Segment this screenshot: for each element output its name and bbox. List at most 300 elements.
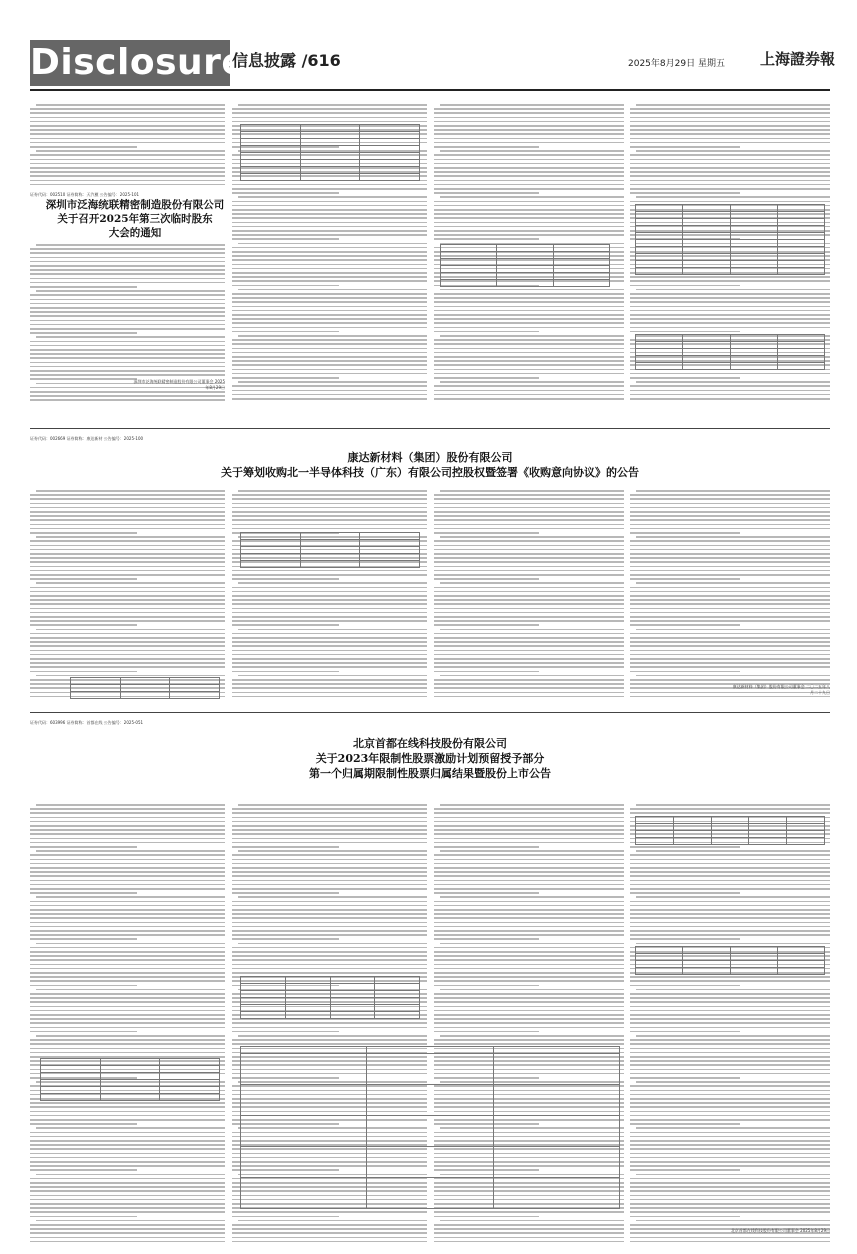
body-text-line	[440, 381, 624, 383]
body-text-line	[434, 1232, 624, 1234]
body-text-line	[30, 1048, 225, 1050]
body-text-line	[630, 1010, 830, 1012]
body-text-line	[636, 196, 830, 198]
body-text-line	[232, 348, 427, 350]
body-text-line	[30, 171, 225, 173]
body-text-line	[434, 671, 539, 673]
body-text-line	[36, 336, 225, 338]
body-text-line	[232, 293, 427, 295]
body-text-line	[630, 1085, 830, 1087]
body-text-line	[30, 524, 225, 526]
body-text-line	[434, 578, 539, 580]
body-text-line	[630, 519, 830, 521]
body-text-line	[232, 692, 427, 694]
body-text-line	[232, 654, 427, 656]
body-text-line	[30, 578, 137, 580]
body-text-line	[232, 213, 427, 215]
body-text-line	[630, 616, 830, 618]
body-text-line	[434, 519, 624, 521]
body-text-line	[630, 532, 740, 534]
body-text-line	[630, 570, 830, 572]
body-text-line	[434, 603, 624, 605]
body-text-line	[440, 536, 624, 538]
body-text-line	[232, 859, 427, 861]
body-text-line	[232, 306, 427, 308]
body-text-line	[30, 595, 225, 597]
body-text-line	[232, 343, 427, 345]
body-text-line	[434, 385, 624, 387]
body-text-line	[232, 637, 427, 639]
body-text-line	[36, 1127, 225, 1129]
body-text-line	[30, 112, 225, 114]
body-text-line	[434, 561, 624, 563]
body-text-line	[630, 1018, 830, 1020]
article-2-table-1	[240, 532, 420, 568]
divider-1	[30, 428, 830, 429]
body-text-line	[232, 297, 427, 299]
body-text-line	[30, 817, 225, 819]
body-text-line	[636, 381, 830, 383]
body-text-line	[630, 1211, 830, 1213]
body-text-line	[30, 633, 225, 635]
body-text-line	[630, 671, 740, 673]
body-text-line	[30, 901, 225, 903]
body-text-line	[434, 867, 624, 869]
body-text-line	[630, 1027, 830, 1029]
body-text-line	[630, 574, 830, 576]
body-text-line	[630, 662, 830, 664]
body-text-line	[630, 540, 830, 542]
body-text-line	[232, 356, 427, 358]
body-text-line	[232, 205, 427, 207]
body-text-line	[636, 490, 830, 492]
body-text-line	[232, 875, 427, 877]
body-text-line	[232, 322, 427, 324]
body-text-line	[30, 1014, 225, 1016]
body-text-line	[30, 812, 225, 814]
body-text-line	[630, 557, 830, 559]
body-text-line	[30, 955, 225, 957]
body-text-line	[434, 570, 624, 572]
body-text-line	[30, 146, 137, 148]
body-text-line	[232, 1039, 427, 1041]
body-text-line	[30, 362, 225, 364]
body-text-line	[30, 378, 137, 380]
section-title: 信息披露 /616	[232, 51, 341, 70]
body-text-line	[30, 1203, 225, 1205]
body-text-line	[434, 133, 624, 135]
body-text-line	[232, 188, 427, 190]
body-text-line	[636, 804, 830, 806]
body-text-line	[434, 1241, 624, 1243]
body-text-line	[434, 234, 624, 236]
body-text-line	[434, 859, 624, 861]
body-text-line	[630, 812, 830, 814]
body-text-line	[630, 306, 830, 308]
body-text-line	[434, 658, 624, 660]
body-text-line	[434, 817, 624, 819]
body-text-line	[630, 1043, 830, 1045]
body-text-line	[434, 884, 624, 886]
body-text-line	[630, 917, 830, 919]
body-text-line	[630, 905, 830, 907]
body-text-line	[434, 390, 624, 392]
body-text-line	[630, 913, 830, 915]
body-text-line	[630, 327, 830, 329]
body-text-line	[30, 395, 225, 397]
body-text-line	[30, 265, 225, 267]
body-text-line	[630, 171, 830, 173]
body-text-line	[630, 293, 830, 295]
body-text-line	[630, 184, 830, 186]
body-text-line	[238, 1035, 427, 1037]
article-3-headline-line1: 北京首都在线科技股份有限公司	[353, 737, 507, 750]
body-text-line	[630, 524, 830, 526]
body-text-line	[434, 863, 624, 865]
body-text-line	[232, 633, 427, 635]
body-text-line	[434, 117, 624, 119]
body-text-line	[232, 247, 427, 249]
body-text-line	[232, 863, 427, 865]
body-text-line	[36, 1220, 225, 1222]
body-text-line	[232, 498, 427, 500]
body-text-line	[630, 1001, 830, 1003]
body-text-line	[232, 1027, 427, 1029]
body-text-line	[434, 171, 624, 173]
body-text-line	[30, 1228, 225, 1230]
body-text-line	[630, 394, 830, 396]
body-text-line	[434, 394, 624, 396]
body-text-line	[232, 829, 427, 831]
body-text-line	[630, 1157, 830, 1159]
body-text-line	[232, 369, 427, 371]
body-text-line	[232, 259, 427, 261]
body-text-line	[30, 142, 225, 144]
article-1-signature: 深圳市泛海统联精密制造股份有限公司董事会 2025年8月29日	[133, 379, 225, 390]
body-text-line	[434, 230, 624, 232]
body-text-line	[440, 150, 624, 152]
body-text-line	[30, 1102, 225, 1104]
body-text-line	[434, 620, 624, 622]
body-text-line	[630, 658, 830, 660]
body-text-line	[30, 311, 225, 313]
body-text-line	[30, 366, 225, 368]
body-text-line	[434, 121, 624, 123]
body-text-line	[434, 888, 624, 890]
body-text-line	[232, 1043, 427, 1045]
body-text-line	[232, 641, 427, 643]
body-text-line	[434, 1224, 624, 1226]
body-text-line	[630, 180, 830, 182]
body-text-line	[232, 201, 427, 203]
body-text-line	[434, 1043, 624, 1045]
body-text-line	[434, 934, 624, 936]
article-3-signature: 北京首都在线科技股份有限公司董事会 2025年8月29日	[730, 1228, 830, 1233]
body-text-line	[434, 829, 624, 831]
body-text-line	[30, 278, 225, 280]
body-text-line	[232, 880, 427, 882]
body-text-line	[434, 356, 624, 358]
article-2-col-3	[434, 490, 624, 700]
body-text-line	[630, 163, 830, 165]
body-text-line	[630, 599, 830, 601]
body-text-line	[30, 1195, 225, 1197]
article-3-headline	[180, 736, 680, 781]
body-text-line	[434, 360, 624, 362]
body-text-line	[30, 154, 225, 156]
body-text-line	[434, 666, 624, 668]
body-text-line	[30, 117, 225, 119]
body-text-line	[630, 129, 830, 131]
body-text-line	[232, 901, 427, 903]
body-text-line	[232, 1232, 427, 1234]
article-3-col-1	[30, 804, 225, 1244]
body-text-line	[434, 574, 624, 576]
body-text-line	[630, 175, 830, 177]
body-text-line	[636, 1081, 830, 1083]
body-text-line	[630, 494, 830, 496]
body-text-line	[30, 269, 225, 271]
body-text-line	[434, 373, 624, 375]
body-text-line	[232, 524, 427, 526]
body-text-line	[232, 595, 427, 597]
body-text-line	[630, 938, 740, 940]
body-text-line	[30, 282, 225, 284]
body-text-line	[440, 1220, 624, 1222]
body-text-line	[636, 896, 830, 898]
body-text-line	[232, 817, 427, 819]
body-text-line	[232, 884, 427, 886]
body-text-line	[434, 993, 624, 995]
body-text-line	[630, 871, 830, 873]
article-3-headline-line3: 第一个归属期限制性股票归属结果暨股份上市公告	[309, 767, 551, 780]
body-text-line	[434, 511, 624, 513]
body-text-line	[232, 679, 427, 681]
body-text-line	[30, 880, 225, 882]
body-text-line	[232, 112, 427, 114]
body-text-line	[440, 943, 624, 945]
body-text-line	[630, 1199, 830, 1201]
body-text-line	[630, 1216, 740, 1218]
body-text-line	[434, 524, 624, 526]
body-text-line	[434, 964, 624, 966]
body-text-line	[630, 880, 830, 882]
body-text-line	[30, 829, 225, 831]
body-text-line	[434, 687, 624, 689]
body-text-line	[30, 349, 225, 351]
body-text-line	[630, 1098, 830, 1100]
body-text-line	[232, 352, 427, 354]
body-text-line	[630, 117, 830, 119]
body-text-line	[630, 285, 740, 287]
body-text-line	[630, 553, 830, 555]
body-text-line	[232, 255, 427, 257]
body-text-line	[630, 1056, 830, 1058]
body-text-line	[232, 608, 427, 610]
body-text-line	[434, 880, 624, 882]
newspaper-name: 上海證券報	[760, 50, 836, 68]
body-text-line	[434, 146, 539, 148]
body-text-line	[630, 1014, 830, 1016]
body-text-line	[630, 930, 830, 932]
body-text-line	[30, 641, 225, 643]
body-text-line	[434, 1014, 624, 1016]
article-3	[30, 716, 830, 1246]
body-text-line	[30, 345, 225, 347]
body-text-line	[630, 373, 830, 375]
body-text-line	[30, 1140, 225, 1142]
body-text-line	[232, 377, 339, 379]
body-text-line	[30, 1052, 225, 1054]
body-text-line	[630, 125, 830, 127]
body-text-line	[30, 926, 225, 928]
body-text-line	[30, 175, 225, 177]
body-text-line	[30, 662, 225, 664]
body-text-line	[630, 1031, 740, 1033]
body-text-line	[232, 624, 339, 626]
body-text-line	[232, 913, 427, 915]
body-text-line	[232, 285, 339, 287]
body-text-line	[232, 1228, 427, 1230]
body-text-line	[36, 629, 225, 631]
body-text-line	[630, 1140, 830, 1142]
body-text-line	[232, 184, 427, 186]
body-text-line	[232, 226, 427, 228]
body-text-line	[232, 955, 427, 957]
body-text-line	[30, 257, 225, 259]
body-text-line	[630, 1006, 830, 1008]
body-text-line	[434, 926, 624, 928]
body-text-line	[440, 989, 624, 991]
body-text-line	[630, 1090, 830, 1092]
body-text-line	[36, 943, 225, 945]
body-text-line	[630, 884, 830, 886]
body-text-line	[630, 398, 830, 400]
body-text-line	[30, 666, 225, 668]
body-text-line	[30, 658, 225, 660]
body-text-line	[630, 1203, 830, 1205]
body-text-line	[232, 310, 427, 312]
body-text-line	[232, 1241, 427, 1243]
body-text-line	[232, 922, 427, 924]
body-text-line	[232, 846, 339, 848]
body-text-line	[630, 1073, 830, 1075]
body-text-line	[636, 675, 830, 677]
body-text-line	[434, 587, 624, 589]
body-text-line	[434, 833, 624, 835]
body-text-line	[434, 997, 624, 999]
body-text-line	[440, 675, 624, 677]
article-2-col-2	[232, 490, 427, 700]
body-text-line	[630, 142, 830, 144]
body-text-line	[434, 377, 539, 379]
body-text-line	[30, 842, 225, 844]
body-text-line	[232, 272, 427, 274]
body-text-line	[30, 1043, 225, 1045]
body-text-line	[434, 549, 624, 551]
article-3-col-4	[630, 804, 830, 1244]
body-text-line	[30, 1190, 225, 1192]
body-text-line	[630, 633, 830, 635]
body-text-line	[434, 1031, 539, 1033]
body-text-line	[30, 909, 225, 911]
body-text-line	[434, 507, 624, 509]
body-text-line	[630, 1111, 830, 1113]
body-text-line	[434, 553, 624, 555]
body-text-line	[30, 1186, 225, 1188]
body-text-line	[238, 196, 427, 198]
body-text-line	[636, 943, 830, 945]
body-text-line	[434, 297, 624, 299]
body-text-line	[630, 637, 830, 639]
top-rule	[30, 89, 830, 91]
body-text-line	[238, 896, 427, 898]
body-text-line	[238, 289, 427, 291]
body-text-line	[630, 1048, 830, 1050]
body-text-line	[232, 339, 427, 341]
body-text-line	[434, 968, 624, 970]
body-text-line	[232, 612, 427, 614]
body-text-line	[434, 930, 624, 932]
body-text-line	[232, 360, 427, 362]
body-text-line	[30, 1144, 225, 1146]
body-text-line	[30, 1006, 225, 1008]
body-text-line	[238, 804, 427, 806]
body-text-line	[434, 142, 624, 144]
body-text-line	[232, 964, 427, 966]
body-text-line	[434, 808, 624, 810]
body-text-line	[630, 121, 830, 123]
body-text-line	[434, 515, 624, 517]
body-text-line	[434, 314, 624, 316]
body-text-line	[440, 1035, 624, 1037]
body-text-line	[30, 1165, 225, 1167]
body-text-line	[434, 310, 624, 312]
body-text-line	[30, 540, 225, 542]
body-text-line	[434, 616, 624, 618]
body-text-line	[630, 875, 830, 877]
body-text-line	[630, 1144, 830, 1146]
body-text-line	[30, 1136, 225, 1138]
body-text-line	[434, 348, 624, 350]
body-text-line	[232, 825, 427, 827]
body-text-line	[630, 1022, 830, 1024]
body-text-line	[30, 997, 225, 999]
body-text-line	[630, 859, 830, 861]
body-text-line	[630, 595, 830, 597]
body-text-line	[434, 913, 624, 915]
body-text-line	[232, 503, 427, 505]
body-text-line	[636, 989, 830, 991]
body-text-line	[30, 993, 225, 995]
body-text-line	[30, 399, 225, 401]
body-text-line	[630, 1153, 830, 1155]
body-text-line	[630, 1102, 830, 1104]
body-text-line	[434, 494, 624, 496]
body-text-line	[36, 896, 225, 898]
body-text-line	[232, 251, 427, 253]
body-text-line	[232, 650, 427, 652]
body-text-line	[630, 808, 830, 810]
body-text-line	[30, 503, 225, 505]
body-text-line	[30, 645, 225, 647]
body-text-line	[30, 261, 225, 263]
body-text-line	[232, 234, 427, 236]
body-text-line	[232, 511, 427, 513]
body-text-line	[636, 1220, 830, 1222]
body-text-line	[630, 331, 740, 333]
body-text-line	[30, 163, 225, 165]
